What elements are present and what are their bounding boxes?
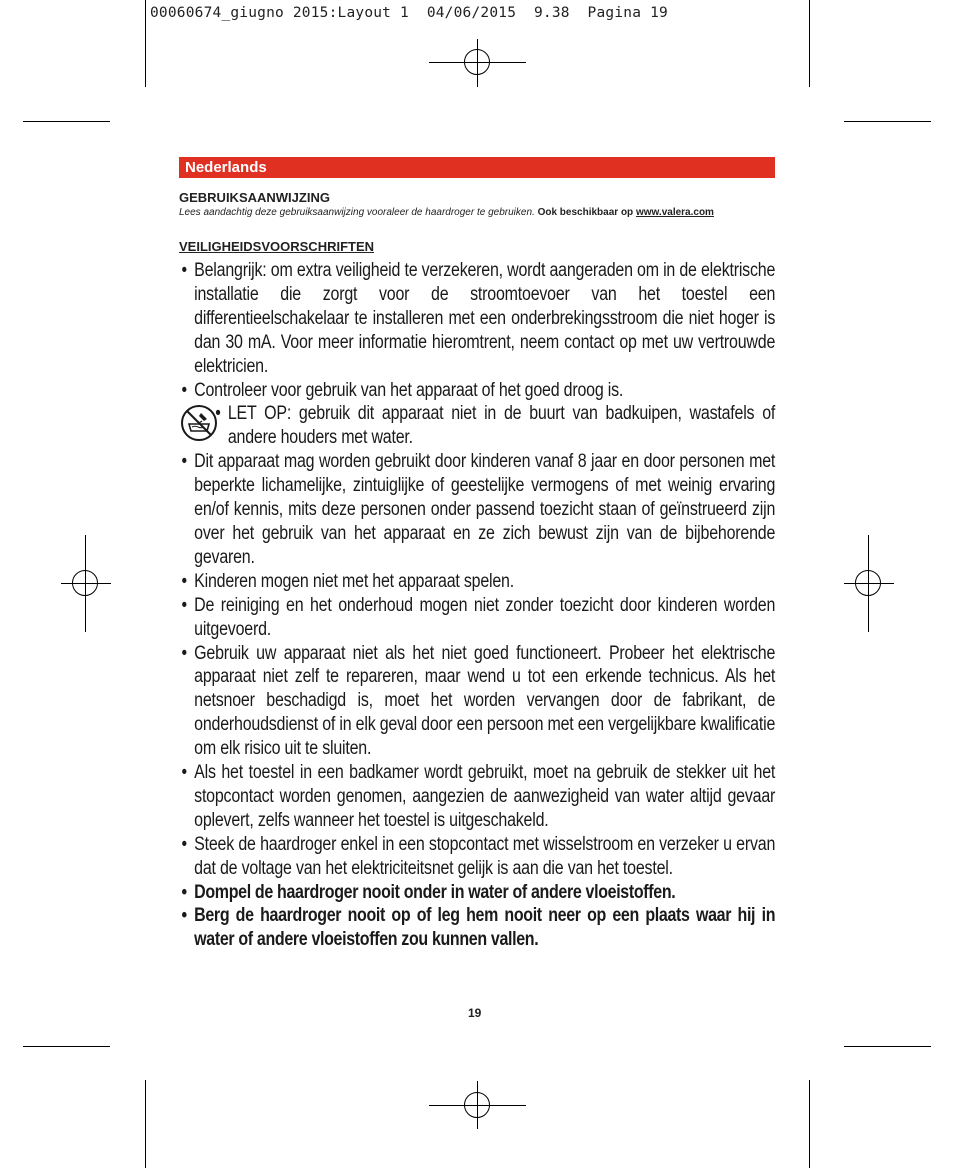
crop-mark <box>809 1080 810 1168</box>
crop-mark <box>809 0 810 87</box>
language-bar: Nederlands <box>179 157 775 178</box>
intro-line <box>179 207 799 218</box>
list-item-bold: • Dompel de haardroger nooit onder in water of andere vloeistoffen. <box>179 881 775 905</box>
intro-availability: Ook beschikbaar op <box>537 207 634 218</box>
list-item: • Dit apparaat mag worden gebruikt door kinderen vanaf 8 jaar en door personen met beperkte lichamelijke, zintuiglijke of geestelijke vermogens of met weinig ervaring en/of kennis, mits deze personen onder passend toezicht staan of geïnstrueerd zijn over het gebruik van het apparaat en ze zich bewust zijn van de bijbehorende gevaren. <box>179 450 775 570</box>
slug-line: 00060674_giugno 2015:Layout 1 04/06/2015 9.38 Pagina 19 <box>150 5 668 21</box>
list-item: • Als het toestel in een badkamer wordt gebruikt, moet na gebruik de stekker uit het stopcontact worden genomen, aangezien de aanwezigheid van water altijd gevaar oplevert, zelfs wanneer het toestel is uitgeschakeld. <box>179 761 775 833</box>
crop-mark <box>23 1046 110 1047</box>
list-item: • Steek de haardroger enkel in een stopcontact met wisselstroom en verzeker u ervan dat de voltage van het elektriciteitsnet gelijk is aan die van het toestel. <box>179 833 775 881</box>
crop-mark <box>844 1046 931 1047</box>
safety-instructions-list <box>179 259 775 952</box>
list-item: • Kinderen mogen niet met het apparaat spelen. <box>179 570 775 594</box>
list-item-bold: • Berg de haardroger nooit op of leg hem nooit neer op een plaats waar hij in water of andere vloeistoffen zou kunnen vallen. <box>179 904 775 952</box>
page-number: 19 <box>468 1006 482 1020</box>
intro-instruction: Lees aandachtig deze gebruiksaanwijzing vooraleer de haardroger te gebruiken. <box>179 207 535 218</box>
crop-mark <box>145 1080 146 1168</box>
section-title: VEILIGHEIDSVOORSCHRIFTEN <box>179 239 375 254</box>
website-link[interactable]: www.valera.com <box>635 207 714 218</box>
list-item-warning: • LET OP: gebruik dit apparaat niet in de buurt van badkuipen, wastafels of andere houders met water. <box>179 402 775 450</box>
document-heading: GEBRUIKSAANWIJZING <box>179 190 330 205</box>
crop-mark <box>145 0 146 87</box>
crop-mark <box>23 121 110 122</box>
list-item: • Controleer voor gebruik van het apparaat of het goed droog is. <box>179 379 775 403</box>
list-item: • Gebruik uw apparaat niet als het niet goed functioneert. Probeer het elektrische apparaat niet zelf te repareren, maar wend u tot een erkende technicus. Als het netsnoer beschadigd is, moet het worden vervangen door de fabrikant, de onderhoudsdienst of in elk geval door een persoon met een vergelijkbare kwalificatie om elk risico uit te sluiten. <box>179 642 775 762</box>
crop-mark <box>844 121 931 122</box>
list-item: • Belangrijk: om extra veiligheid te verzekeren, wordt aangeraden om in de elektrische installatie die zorgt voor de stroomtoevoer van het toestel een differentieelschakelaar te installeren met een onderbrekingsstroom die niet hoger is dan 30 mA. Voor meer informatie hieromtrent, neem contact op met uw vertrouwde elektricien. <box>179 259 775 379</box>
list-item: • De reiniging en het onderhoud mogen niet zonder toezicht door kinderen worden uitgevoerd. <box>179 594 775 642</box>
